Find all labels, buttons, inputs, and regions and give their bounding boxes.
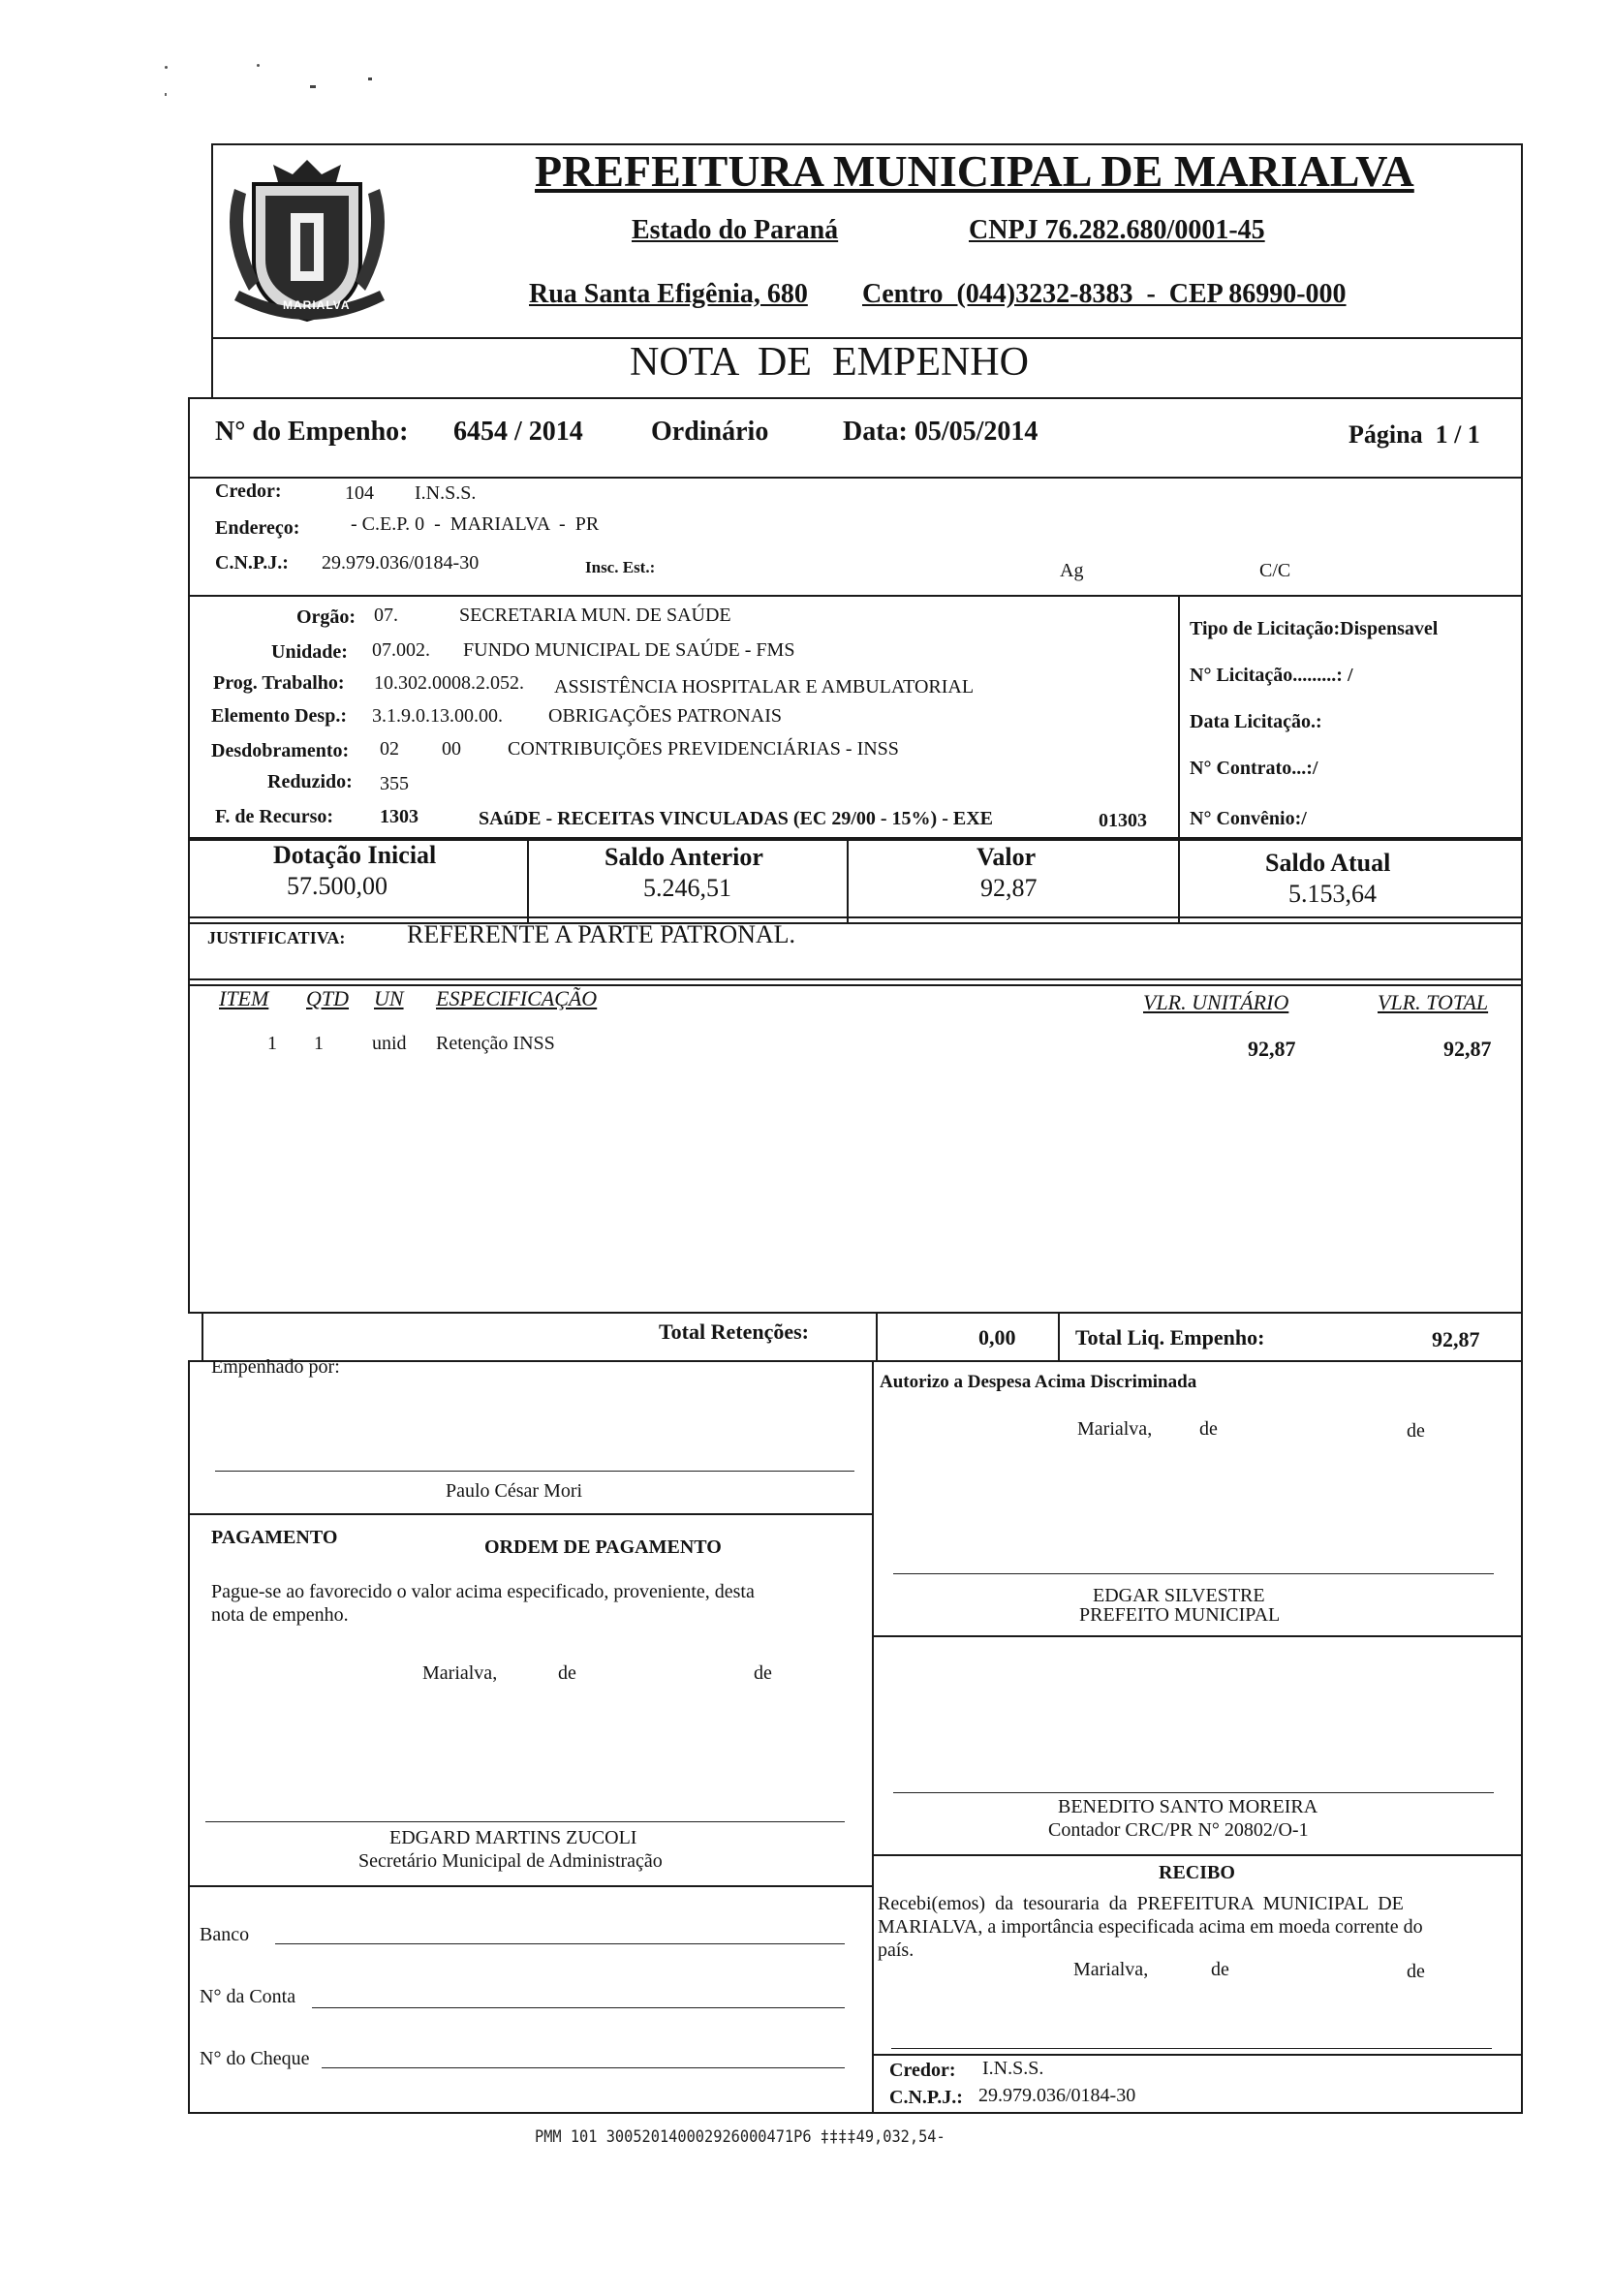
retencoes-label: Total Retenções: — [659, 1319, 809, 1344]
credor-cnpj: 29.979.036/0184-30 — [322, 552, 480, 574]
banco-line — [275, 1943, 845, 1944]
col-qtd: QTD — [306, 986, 350, 1010]
totals-divider-1 — [876, 1312, 878, 1362]
contador-bottom-rule — [872, 1854, 1523, 1856]
row-spec: Retenção INSS — [436, 1033, 555, 1054]
recibo-cnpj: 29.979.036/0184-30 — [978, 2085, 1136, 2106]
col-total-value: VLR. TOTAL — [1378, 990, 1489, 1014]
dotacao-value: 57.500,00 — [287, 872, 388, 900]
unidade-code: 07.002. — [372, 639, 430, 661]
justificativa-text: REFERENTE A PARTE PATRONAL. — [407, 920, 796, 948]
cnpj-field-label: C.N.P.J.: — [215, 552, 289, 574]
cheque-label: N° do Cheque — [200, 2048, 310, 2069]
pagamento-text-2: nota de empenho. — [211, 1604, 349, 1626]
unidade-label: Unidade: — [271, 641, 348, 663]
footer-stamp: PMM 101 300520140002926000471P6 ‡‡‡‡49,032,54- — [535, 2127, 946, 2147]
licitacao-numero: N° Licitação.........: / — [1190, 665, 1353, 686]
recibo-signature-line — [891, 2048, 1492, 2049]
recibo-credor: I.N.S.S. — [982, 2058, 1044, 2079]
totals-box — [202, 1312, 1523, 1362]
recibo-credor-label: Credor: — [889, 2060, 956, 2081]
contador-title: Contador CRC/PR N° 20802/O-1 — [1048, 1819, 1309, 1841]
col-un: UN — [374, 986, 404, 1010]
elemento-desc: OBRIGAÇÕES PATRONAIS — [548, 705, 782, 727]
secretario-bottom-rule — [188, 1885, 872, 1887]
conta-label: N° da Conta — [200, 1986, 296, 2007]
secretario-name: EDGARD MARTINS ZUCOLI — [389, 1827, 637, 1848]
banco-label: Banco — [200, 1924, 250, 1945]
justificativa-box — [188, 916, 1523, 980]
row-item: 1 — [267, 1033, 277, 1054]
row-un: unid — [372, 1033, 407, 1054]
credor-box — [188, 477, 1523, 597]
recibo-text-1: Recebi(emos) da tesouraria da PREFEITURA MUNICIPAL DE — [878, 1893, 1404, 1914]
pagamento-de-1: de — [558, 1662, 576, 1684]
pagamento-text-1: Pague-se ao favorecido o valor acima especificado, proveniente, desta — [211, 1581, 755, 1602]
prog-label: Prog. Trabalho: — [213, 672, 345, 694]
items-box — [188, 978, 1523, 1314]
autorizo-marialva: Marialva, — [1077, 1418, 1153, 1440]
saldo-atual-value: 5.153,64 — [1288, 880, 1377, 908]
prefeito-signature-line — [893, 1573, 1494, 1574]
coat-of-arms-logo — [215, 145, 405, 335]
cc-label: C/C — [1259, 560, 1291, 581]
empenhado-label: Empenhado por: — [211, 1356, 340, 1378]
liquido-label: Total Liq. Empenho: — [1075, 1325, 1265, 1350]
classification-divider — [1178, 595, 1180, 839]
totals-divider-2 — [1058, 1312, 1060, 1362]
insc-est-label: Insc. Est.: — [585, 558, 656, 576]
recurso-label: F. de Recurso: — [215, 806, 334, 827]
prog-code: 10.302.0008.2.052. — [374, 672, 524, 694]
elemento-label: Elemento Desp.: — [211, 705, 347, 727]
saldo-atual-label: Saldo Atual — [1265, 849, 1391, 877]
credor-address: - C.E.P. 0 - MARIALVA - PR — [351, 513, 600, 535]
empenho-type: Ordinário — [651, 417, 769, 447]
row-qtd: 1 — [314, 1033, 324, 1054]
licitacao-contrato: N° Contrato...:/ — [1190, 758, 1318, 779]
recibo-label: RECIBO — [1159, 1862, 1235, 1883]
autorizo-label: Autorizo a Despesa Acima Discriminada — [880, 1372, 1197, 1392]
col-item: ITEM — [219, 986, 269, 1010]
orgao-code: 07. — [374, 605, 398, 626]
empenho-number: 6454 / 2014 — [453, 417, 583, 447]
autorizo-de-2: de — [1407, 1420, 1425, 1442]
recurso-code: 01303 — [1099, 810, 1147, 831]
desdobramento-b: 00 — [442, 738, 461, 760]
autorizo-bottom-rule — [872, 1635, 1523, 1637]
elemento-code: 3.1.9.0.13.00.00. — [372, 705, 503, 727]
empenho-date: Data: 05/05/2014 — [843, 417, 1038, 447]
values-divider-2 — [847, 837, 849, 924]
orgao-desc: SECRETARIA MUN. DE SAÚDE — [459, 605, 731, 626]
reduzido-value: 355 — [380, 773, 409, 794]
recibo-de-1: de — [1211, 1959, 1229, 1980]
pagamento-label: PAGAMENTO — [211, 1527, 338, 1548]
empenho-number-label: N° do Empenho: — [215, 417, 409, 447]
reduzido-label: Reduzido: — [267, 771, 353, 792]
lower-section-box — [188, 1360, 1523, 2114]
recurso-value: 1303 — [380, 806, 418, 827]
ordem-pagamento-label: ORDEM DE PAGAMENTO — [484, 1536, 722, 1558]
scan-specks — [165, 58, 455, 97]
recibo-de-2: de — [1407, 1961, 1425, 1982]
recibo-marialva: Marialva, — [1073, 1959, 1149, 1980]
state-label: Estado do Paraná — [632, 215, 839, 245]
doc-title: NOTA DE EMPENHO — [630, 340, 1029, 385]
address-field-label: Endereço: — [215, 517, 300, 539]
orgao-label: Orgão: — [296, 606, 356, 628]
values-divider-3 — [1178, 837, 1180, 924]
contador-signature-line — [893, 1792, 1494, 1793]
credor-code: 104 — [345, 482, 374, 504]
page-indicator: Página 1 / 1 — [1348, 420, 1480, 449]
empenhado-name: Paulo César Mori — [446, 1480, 583, 1502]
pagamento-marialva: Marialva, — [422, 1662, 498, 1684]
credor-name: I.N.S.S. — [415, 482, 477, 504]
valor-label: Valor — [976, 843, 1037, 871]
row-total-value: 92,87 — [1443, 1037, 1492, 1061]
autorizo-de-1: de — [1199, 1418, 1218, 1440]
recibo-bottom-rule — [872, 2054, 1523, 2056]
contador-name: BENEDITO SANTO MOREIRA — [1058, 1796, 1318, 1817]
justificativa-label: JUSTIFICATIVA: — [207, 928, 346, 947]
secretario-signature-line — [205, 1821, 845, 1822]
desdobramento-desc: CONTRIBUIÇÕES PREVIDENCIÁRIAS - INSS — [508, 738, 899, 760]
saldo-anterior-value: 5.246,51 — [643, 874, 731, 902]
row-unit-value: 92,87 — [1248, 1037, 1296, 1061]
liquido-value: 92,87 — [1432, 1327, 1480, 1351]
pagamento-de-2: de — [754, 1662, 772, 1684]
address-label: Rua Santa Efigênia, 680 — [529, 279, 808, 309]
col-spec: ESPECIFICAÇÃO — [436, 986, 598, 1010]
retencoes-value: 0,00 — [978, 1325, 1016, 1350]
dotacao-label: Dotação Inicial — [273, 841, 437, 869]
cheque-line — [322, 2067, 845, 2068]
coat-of-arms-text: MARIALVA — [283, 298, 351, 312]
credor-label: Credor: — [215, 481, 282, 502]
prefeito-title: PREFEITO MUNICIPAL — [1079, 1604, 1281, 1626]
licitacao-tipo: Tipo de Licitação:Dispensavel — [1190, 618, 1439, 639]
empenhado-bottom-rule — [188, 1513, 872, 1515]
cnpj-label: CNPJ 76.282.680/0001-45 — [969, 215, 1265, 245]
valor-value: 92,87 — [980, 874, 1038, 902]
col-unit-value: VLR. UNITÁRIO — [1143, 990, 1289, 1014]
ag-label: Ag — [1060, 560, 1084, 581]
desdobramento-a: 02 — [380, 738, 399, 760]
saldo-anterior-label: Saldo Anterior — [604, 843, 763, 871]
licitacao-data: Data Licitação.: — [1190, 711, 1322, 732]
secretario-title: Secretário Municipal de Administração — [358, 1850, 663, 1872]
recibo-text-3: país. — [878, 1939, 914, 1961]
empenhado-signature-line — [215, 1471, 854, 1472]
recibo-text-2: MARIALVA, a importância especificada acima em moeda corrente do — [878, 1916, 1423, 1938]
lower-divider — [872, 1360, 874, 2114]
prefeito-name: EDGAR SILVESTRE — [1093, 1585, 1265, 1606]
unidade-desc: FUNDO MUNICIPAL DE SAÚDE - FMS — [463, 639, 795, 661]
prog-desc: ASSISTÊNCIA HOSPITALAR E AMBULATORIAL — [554, 676, 975, 698]
values-divider-1 — [527, 837, 529, 924]
licitacao-convenio: N° Convênio:/ — [1190, 808, 1307, 829]
desdobramento-label: Desdobramento: — [211, 740, 350, 761]
municipality-title: PREFEITURA MUNICIPAL DE MARIALVA — [535, 146, 1414, 196]
contact-label: Centro (044)3232-8383 - CEP 86990-000 — [862, 279, 1347, 309]
conta-line — [312, 2007, 845, 2008]
recurso-desc: SAúDE - RECEITAS VINCULADAS (EC 29/00 - 15%) - EXE — [479, 808, 993, 829]
recibo-cnpj-label: C.N.P.J.: — [889, 2087, 963, 2108]
